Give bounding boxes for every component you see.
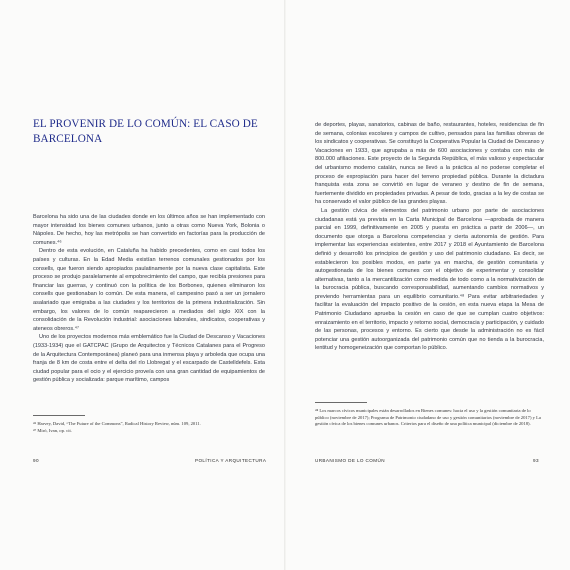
footnote: ⁴⁸ Los marcos cívicos municipales están desarrollados en Bienes comunes: hacia el uso y la gestión comunitaria de lo público (noviembre de 2017); Programa de Patrimonio ciudadano de uso y gestión comunitarios (noviembre de 2017) y La gestión cívica de los bienes comunes urbanos. Criterios para el diseño de una política municipal (diciembre de 2018). — [315, 408, 541, 427]
page-number: 93 — [533, 458, 539, 463]
body-paragraph: Dentro de esta evolución, en Cataluña ha habido precedentes, como en casi todos los países y culturas. En la Edad Media existían terrenos comunales gestionados por los consells, que fueron siendo apropiados paulatinamente por la nueva clase capitalista. Este proceso se produjo paralelamente al empobrecimiento del campo, que recibía presiones para financiar las guerras, y continuó con la política de los Borbones, quienes eliminaron los consells que gestionaban lo común. De esta manera, el campesino pasó a ser un jornalero asalariado que emigraba a las ciudades y los territorios de la primera industrialización. Sin embargo, los valores de lo común reaparecieron a mediados del siglo XIX con la consolidación de la Revolución industrial: asociaciones laborales, sindicatos, cooperativas y ateneos obreros.⁴⁷ — [33, 248, 265, 332]
footnote-rule — [33, 415, 85, 416]
left-footnotes — [33, 421, 265, 434]
body-paragraph: de deportes, playas, sanatorios, cabinas de baño, restaurantes, hoteles, residencias de fin de semana, colonias escolares y campos de cultivo, pensados para las familias obreras de los sindicatos y cooperativas. Se constituyó la Cooperativa Popular la Ciudad de Descanso y Vacaciones en 1933, que agrupaba a más de 600 asociaciones y contaba con más de 800.000 afiliaciones. Este proyecto de la Segunda República, el más valioso y espectacular del urbanismo moderno catalán, nunca se llevó a la práctica al no poderse completar el proceso de expropiación para hacer del terreno propiedad pública. Durante la dictadura franquista esta zona se convirtió en lugar de veraneo y destino de fin de semana, fuertemente dividido en propiedades privadas. A pesar de todo, gracias a la ley de costas se ha conservado el valor público de las grandes playas. — [315, 122, 544, 206]
right-body-text — [315, 121, 544, 353]
page-number: 90 — [33, 458, 39, 463]
right-footnotes — [315, 408, 544, 428]
chapter-title: EL PROVENIR DE LO COMÚN: EL CASO DE BARCELONA — [33, 118, 258, 145]
running-head: URBANISMO DE LO COMÚN — [315, 458, 385, 463]
footnote: ⁴⁶ Harvey, David, “The Future of the Commons”, Radical History Review, núm. 109, 2011. — [33, 421, 201, 426]
body-paragraph: Barcelona ha sido una de las ciudades donde en los últimos años se han implementado con mayor intensidad los bienes comunes urbanos, junto a otras como Nueva York, Bolonia o Nápoles. De hecho, hoy las metrópolis se han convertido en factorías para la producción de comunes.⁴⁶ — [33, 214, 265, 246]
footnote: ⁴⁷ Miró, Ivan, op. cit. — [33, 427, 72, 433]
running-head: POLÍTICA Y ARQUITECTURA — [195, 458, 267, 463]
footnote-rule — [315, 402, 367, 403]
left-body-text — [33, 213, 265, 385]
body-paragraph: Uno de los proyectos modernos más emblemático fue la Ciudad de Descanso y Vacaciones (1933-1934) que el GATCPAC (Grupo de Arquitectos y Técnicos Catalanes para el Progreso de la Arquitectura Contemporánea) planeó para una inmensa playa y arboleda que ocupa una franja de 8 km de costa entre el delta del río Llobregat y el escarpado de Castelldefels. Esta ciudad popular para el ocio y el ejercicio proveía con una gran cantidad de equipamientos de gestión pública y socializada: parque marítimo, campos — [33, 334, 265, 384]
body-paragraph: La gestión cívica de elementos del patrimonio urbano por parte de asociaciones ciudadanas está ya prevista en la Carta Municipal de Barcelona —aprobada de manera parcial en 1999, definitivamente en 2005 y puesta en práctica a partir de 2006—, un documento que otorga a Barcelona competencias y cierta autonomía de gestión. Para implementar las experiencias existentes, entre 2017 y 2018 el Ayuntamiento de Barcelona definió y desarrolló los principios de gestión y uso del patrimonio ciudadano. Es decir, se establecieron los posibles modos, en parte ya en marcha, de gestión comunitaria y autogestionada de los bienes comunes con el objetivo de experimentar y consolidar alternativas, tanto a la mercantilización como medida de todo como a la normativización de la burocracia pública, buscando corresponsabilidad, aumentando cambios normativos y previendo herramientas para un equilibrio comunitario.⁴⁸ Para evitar arbitrariedades y facilitar la evaluación del impacto positivo de la cesión, en esta nueva etapa la Mesa de Patrimonio Ciudadano aprueba la cesión en caso de que se cumplan cuatro objetivos: enraizamiento en el territorio, impacto y retorno social, democracia y participación, y cuidado de las personas, procesos y entorno. Es cierto que desde la administración no es fácil potenciar una gestión autoorganizada del patrimonio común que no tienda a la burocracia, lentitud y homogeneización que comportan lo público. — [315, 207, 544, 352]
